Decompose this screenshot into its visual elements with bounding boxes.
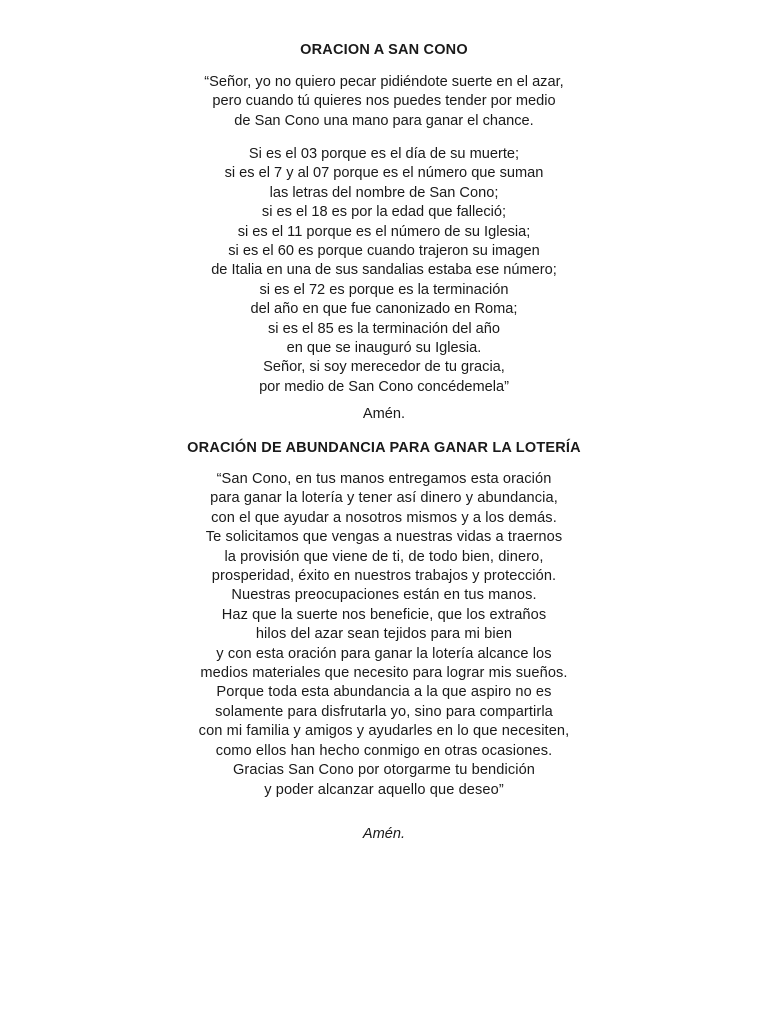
text-line: si es el 11 porque es el número de su Iglesia; bbox=[237, 223, 531, 240]
text-line: “San Cono, en tus manos entregamos esta oración bbox=[216, 471, 552, 487]
text-line: Te solicitamos que vengas a nuestras vidas a traernos bbox=[205, 529, 563, 546]
text-line: y con esta oración para ganar la lotería alcance los bbox=[216, 645, 552, 662]
text-line: Porque toda esta abundancia a la que aspiro no es bbox=[216, 684, 552, 701]
text-line: si es el 85 es la terminación del año bbox=[267, 320, 500, 337]
text-line: prosperidad, éxito en nuestros trabajos y protección. bbox=[211, 568, 557, 585]
text-line: Si es el 03 porque es el día de su muerte; bbox=[248, 146, 520, 162]
text-line: Nuestras preocupaciones están en tus manos. bbox=[231, 587, 537, 604]
text-line: del año en que fue canonizado en Roma; bbox=[250, 301, 518, 318]
text-line: de Italia en una de sus sandalias estaba ese número; bbox=[211, 262, 557, 279]
section-1-amen: Amén. bbox=[362, 406, 406, 422]
text-line: las letras del nombre de San Cono; bbox=[269, 184, 499, 201]
text-line: Señor, si soy merecedor de tu gracia, bbox=[263, 359, 505, 376]
section-1-intro bbox=[0, 73, 768, 131]
text-line: “Señor, yo no quiero pecar pidiéndote suerte en el azar, bbox=[204, 74, 564, 90]
section-2-amen: Amén. bbox=[362, 826, 406, 842]
section-1-title: ORACION A SAN CONO bbox=[300, 42, 468, 58]
text-line: si es el 18 es por la edad que falleció; bbox=[261, 204, 507, 221]
text-line: para ganar la lotería y tener así dinero y abundancia, bbox=[210, 490, 558, 507]
text-line: de San Cono una mano para ganar el chance. bbox=[234, 112, 534, 129]
section-2-title: ORACIÓN DE ABUNDANCIA PARA GANAR LA LOTERÍA bbox=[187, 440, 581, 456]
text-line: medios materiales que necesito para lograr mis sueños. bbox=[200, 665, 568, 682]
text-line: en que se inauguró su Iglesia. bbox=[286, 340, 482, 357]
text-line: Gracias San Cono por otorgarme tu bendición bbox=[232, 762, 536, 779]
text-line: hilos del azar sean tejidos para mi bien bbox=[255, 626, 513, 643]
text-line: si es el 60 es porque cuando trajeron su imagen bbox=[228, 243, 540, 260]
text-line: por medio de San Cono concédemela” bbox=[259, 378, 509, 395]
section-2-body bbox=[0, 470, 768, 800]
section-1-body bbox=[0, 145, 768, 397]
text-line: y poder alcanzar aquello que deseo” bbox=[264, 781, 504, 798]
text-line: si es el 7 y al 07 porque es el número que suman bbox=[224, 165, 544, 182]
text-line: con el que ayudar a nosotros mismos y a los demás. bbox=[211, 509, 557, 526]
text-line: con mi familia y amigos y ayudarles en lo que necesiten, bbox=[198, 723, 570, 740]
text-line: pero cuando tú quieres nos puedes tender por medio bbox=[212, 93, 556, 110]
text-line: solamente para disfrutarla yo, sino para compartirla bbox=[215, 703, 553, 720]
text-line: como ellos han hecho conmigo en otras ocasiones. bbox=[215, 742, 553, 759]
text-line: la provisión que viene de ti, de todo bien, dinero, bbox=[224, 548, 544, 565]
text-line: Haz que la suerte nos beneficie, que los extraños bbox=[221, 606, 547, 623]
text-line: si es el 72 es porque es la terminación bbox=[259, 281, 509, 298]
